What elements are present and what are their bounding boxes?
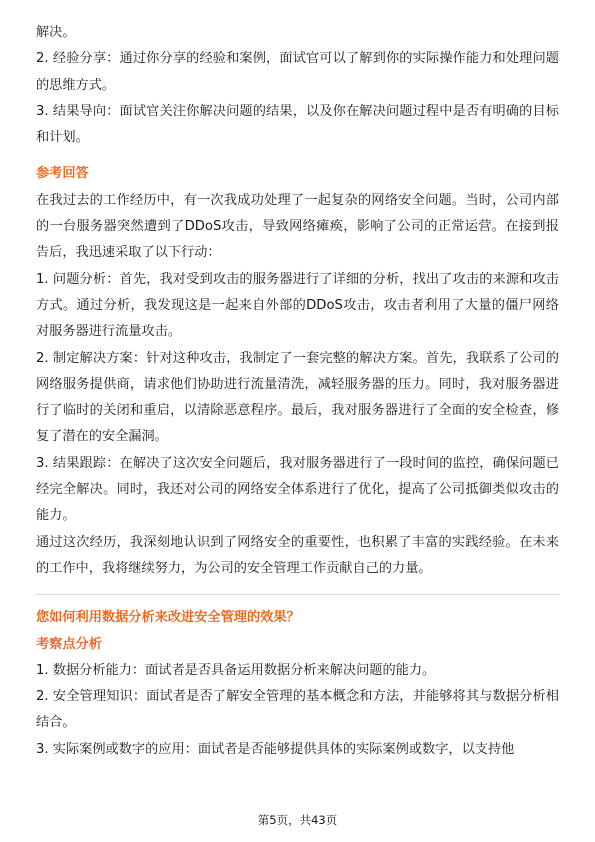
continued-line: 解决。 bbox=[36, 25, 76, 40]
list-item: 3. 结果跟踪：在解决了这次安全问题后，我对服务器进行了一段时间的监控，确保问题已经完全解决。同时，我还对公司的网络安全体系进行了优化，提高了公司抵御类似攻击的能力。 bbox=[36, 455, 559, 524]
page-number: 第5页，共43页 bbox=[257, 813, 338, 827]
list-item: 3. 结果导向：面试官关注你解决问题的结果，以及你在解决问题过程中是否有明确的目标和计划。 bbox=[36, 103, 559, 146]
list-item: 2. 安全管理知识：面试者是否了解安全管理的基本概念和方法，并能够将其与数据分析相结合。 bbox=[36, 689, 559, 731]
list-item: 1. 问题分析：首先，我对受到攻击的服务器进行了详细的分析，找出了攻击的来源和攻击方式。通过分析，我发现这是一起来自外部的DDoS攻击，攻击者利用了大量的僵尸网络对服务器进行流量攻击。 bbox=[36, 271, 559, 340]
list-item: 2. 经验分享：通过你分享的经验和案例，面试官可以了解到你的实际操作能力和处理问题的思维方式。 bbox=[36, 51, 559, 93]
section-divider bbox=[36, 594, 559, 595]
list-item: 2. 制定解决方案：针对这种攻击，我制定了一套完整的解决方案。首先，我联系了公司的网络服务提供商，请求他们协助进行流量清洗，减轻服务器的压力。同时，我对服务器进行了临时的关闭和重启，以清除恶意程序。最后，我对服务器进行了全面的安全检查，修复了潜在的安全漏洞。 bbox=[36, 350, 559, 445]
reference-answer-heading: 参考回答 bbox=[36, 166, 89, 182]
list-item: 1. 数据分析能力：面试者是否具备运用数据分析来解决问题的能力。 bbox=[36, 662, 436, 678]
paragraph: 在我过去的工作经历中，有一次我成功处理了一起复杂的网络安全问题。当时，公司内部的一台服务器突然遭到了DDoS攻击，导致网络瘫痪，影响了公司的正常运营。在接到报告后，我迅速采取了以下行动： bbox=[36, 192, 559, 261]
paragraph: 通过这次经历，我深刻地认识到了网络安全的重要性，也积累了丰富的实践经验。在未来的工作中，我将继续努力，为公司的安全管理工作贡献自己的力量。 bbox=[36, 534, 559, 576]
list-item: 3. 实际案例或数字的应用：面试者是否能够提供具体的实际案例或数字，以支持他 bbox=[36, 741, 515, 757]
analysis-heading: 考察点分析 bbox=[36, 636, 102, 652]
question-heading: 您如何利用数据分析来改进安全管理的效果？ bbox=[36, 610, 300, 626]
document-page bbox=[36, 0, 559, 763]
